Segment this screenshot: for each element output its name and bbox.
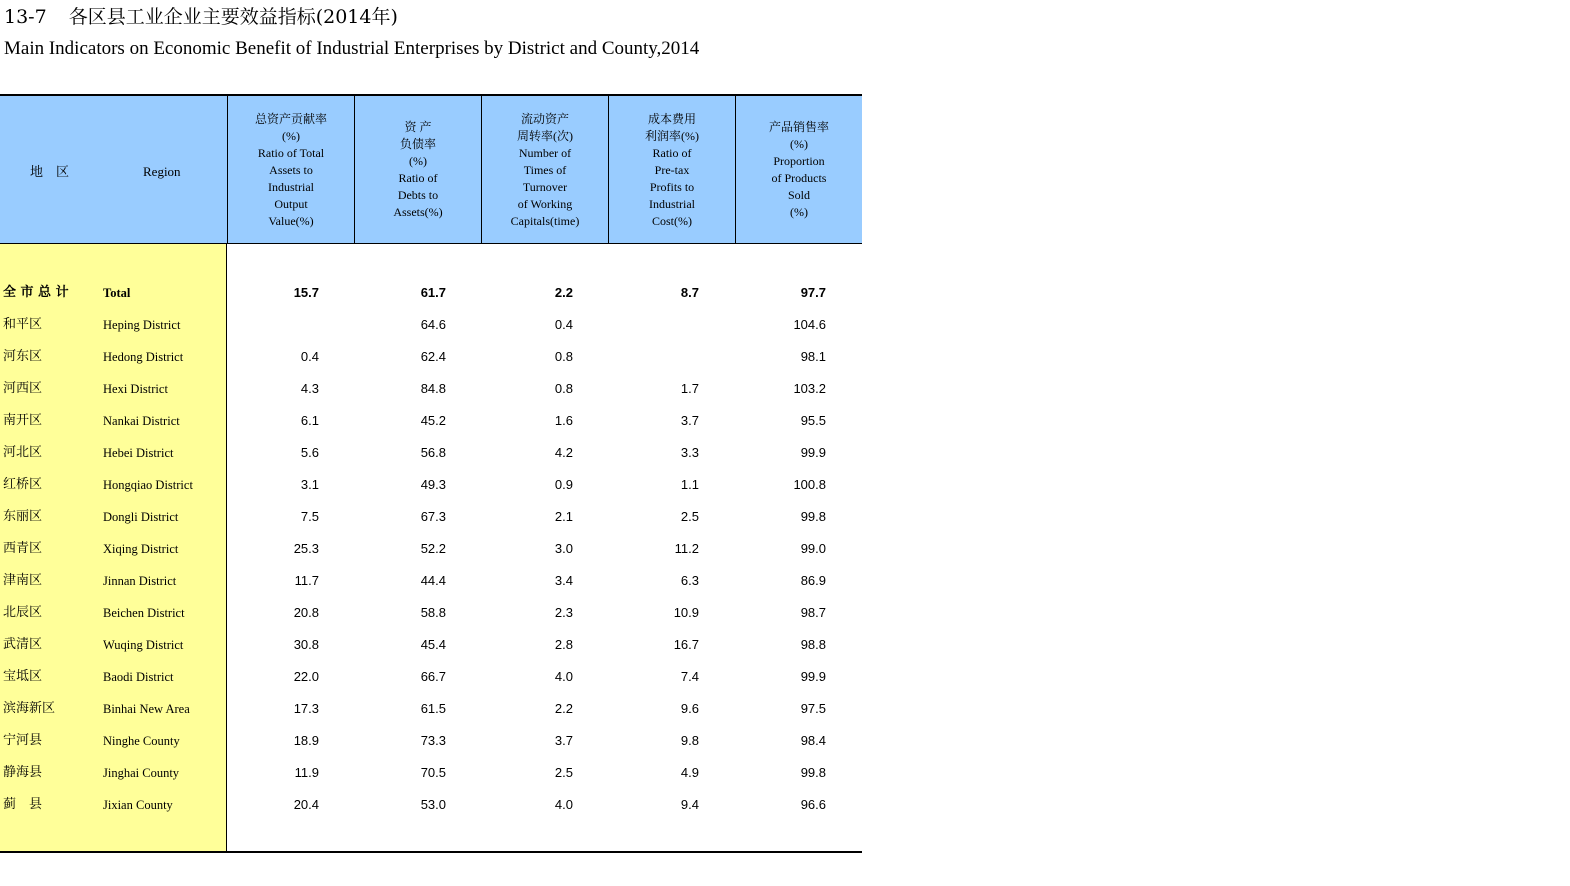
turnover-value: 1.6 (554, 413, 573, 428)
debt-ratio-value: 45.2 (420, 413, 446, 428)
table-row (0, 437, 862, 469)
region-name-cn: 红桥区 (3, 477, 43, 492)
sales-ratio-value: 99.0 (800, 541, 826, 556)
sales-ratio-value: 95.5 (800, 413, 826, 428)
region-name-en: Hedong District (103, 350, 184, 364)
turnover-value: 2.2 (554, 701, 573, 716)
region-name-en: Binhai New Area (103, 702, 190, 716)
turnover-value: 3.4 (554, 573, 573, 588)
region-name-cn: 津南区 (3, 573, 43, 588)
table-header (0, 94, 862, 244)
region-name-cn: 滨海新区 (3, 701, 56, 716)
table-row (0, 597, 862, 629)
table-row (0, 629, 862, 661)
total-assets-value: 3.1 (300, 477, 319, 492)
turnover-value: 2.1 (554, 509, 573, 524)
debt-ratio-value: 62.4 (420, 349, 446, 364)
region-name-en: Heping District (103, 318, 181, 332)
debt-ratio-value: 84.8 (420, 381, 446, 396)
region-name-en: Nankai District (103, 414, 180, 428)
region-name-cn: 蓟 县 (3, 797, 43, 812)
turnover-value: 0.8 (554, 349, 573, 364)
region-name-cn: 北辰区 (3, 605, 43, 620)
profit-ratio-value: 9.4 (680, 797, 699, 812)
sales-ratio-value: 98.4 (800, 733, 826, 748)
sales-ratio-value: 100.8 (793, 477, 826, 492)
table-row (0, 725, 862, 757)
turnover-value: 0.8 (554, 381, 573, 396)
turnover-value: 4.0 (554, 797, 573, 812)
profit-ratio-value: 4.9 (680, 765, 699, 780)
region-name-cn: 河北区 (3, 445, 43, 460)
region-name-cn: 东丽区 (3, 509, 43, 524)
table-row (0, 373, 862, 405)
table-row (0, 789, 862, 821)
debt-ratio-value: 61.5 (420, 701, 446, 716)
table-bottom-border (0, 851, 862, 853)
region-name-en: Xiqing District (103, 542, 179, 556)
debt-ratio-value: 73.3 (420, 733, 446, 748)
total-assets-value: 20.4 (293, 797, 319, 812)
table-row (0, 565, 862, 597)
total-assets-value: 20.8 (293, 605, 319, 620)
turnover-value: 2.3 (554, 605, 573, 620)
debt-ratio-value: 53.0 (420, 797, 446, 812)
table-row (0, 405, 862, 437)
table-row (0, 469, 862, 501)
region-name-en: Jixian County (103, 798, 173, 812)
total-assets-value: 11.7 (294, 573, 319, 588)
turnover-value: 0.9 (554, 477, 573, 492)
profit-ratio-value: 2.5 (680, 509, 699, 524)
sales-ratio-value: 97.7 (800, 285, 826, 300)
sales-ratio-value: 96.6 (800, 797, 826, 812)
table-row (0, 757, 862, 789)
debt-ratio-value: 67.3 (420, 509, 446, 524)
table-row (0, 693, 862, 725)
total-assets-value: 18.9 (293, 733, 319, 748)
sales-ratio-value: 99.9 (800, 445, 826, 460)
debt-ratio-value: 56.8 (420, 445, 446, 460)
region-name-en: Jinnan District (103, 574, 177, 588)
total-assets-value: 4.3 (300, 381, 319, 396)
sales-ratio-value: 99.8 (800, 509, 826, 524)
header-region-en: Region (143, 164, 181, 179)
total-assets-value: 15.7 (293, 285, 319, 300)
debt-ratio-value: 58.8 (420, 605, 446, 620)
region-name-cn: 南开区 (3, 413, 43, 428)
total-assets-value: 11.9 (294, 765, 319, 780)
region-name-en: Baodi District (103, 670, 174, 684)
profit-ratio-value: 9.8 (680, 733, 699, 748)
total-assets-value: 30.8 (293, 637, 319, 652)
indicator-table (0, 94, 862, 854)
debt-ratio-value: 52.2 (420, 541, 446, 556)
profit-ratio-value: 1.7 (680, 381, 699, 396)
region-name-cn: 河西区 (3, 381, 43, 396)
region-name-cn: 西青区 (3, 541, 43, 556)
region-name-en: Jinghai County (103, 766, 180, 780)
region-name-cn: 宝坻区 (3, 669, 43, 684)
header-region-cn: 地 区 (30, 164, 70, 179)
sales-ratio-value: 98.7 (800, 605, 826, 620)
turnover-value: 3.7 (554, 733, 573, 748)
profit-ratio-value: 11.2 (674, 541, 699, 556)
total-assets-value: 25.3 (293, 541, 319, 556)
region-name-en: Hexi District (103, 382, 168, 396)
table-body (0, 244, 862, 852)
turnover-value: 4.0 (554, 669, 573, 684)
region-name-en: Dongli District (103, 510, 179, 524)
profit-ratio-value: 7.4 (680, 669, 699, 684)
title-cn-text: 各区县工业企业主要效益指标(2014年) (68, 6, 398, 28)
turnover-value: 4.2 (554, 445, 573, 460)
total-assets-value: 22.0 (293, 669, 319, 684)
sales-ratio-value: 97.5 (800, 701, 826, 716)
turnover-value: 2.5 (554, 765, 573, 780)
region-name-cn: 武清区 (3, 637, 43, 652)
sales-ratio-value: 98.1 (800, 349, 826, 364)
table-row (0, 501, 862, 533)
total-assets-value: 5.6 (300, 445, 319, 460)
table-row-total (0, 277, 862, 309)
region-name-en: Beichen District (103, 606, 185, 620)
debt-ratio-value: 61.7 (420, 285, 446, 300)
profit-ratio-value: 1.1 (680, 477, 699, 492)
sales-ratio-value: 99.8 (800, 765, 826, 780)
sales-ratio-value: 98.8 (800, 637, 826, 652)
total-assets-value: 7.5 (300, 509, 319, 524)
header-col-debt-ratio: 资 产 负债率 (%) Ratio of Debts to Assets(%) (354, 96, 481, 244)
region-name-en: Ninghe County (103, 734, 180, 748)
region-name-en: Hongqiao District (103, 478, 193, 492)
region-name-cn: 河东区 (3, 349, 43, 364)
sales-ratio-value: 99.9 (800, 669, 826, 684)
total-assets-value: 0.4 (300, 349, 319, 364)
region-name-en: Wuqing District (103, 638, 184, 652)
turnover-value: 3.0 (554, 541, 573, 556)
page-title-en: Main Indicators on Economic Benefit of Industrial Enterprises by District and County,2014 (4, 38, 700, 59)
profit-ratio-value: 6.3 (680, 573, 699, 588)
debt-ratio-value: 45.4 (420, 637, 446, 652)
table-number: 13-7 (4, 6, 47, 28)
profit-ratio-value: 3.7 (680, 413, 699, 428)
profit-ratio-value: 10.9 (673, 605, 699, 620)
table-row (0, 341, 862, 373)
profit-ratio-value: 9.6 (680, 701, 699, 716)
debt-ratio-value: 49.3 (420, 477, 446, 492)
header-region (0, 96, 227, 244)
profit-ratio-value: 3.3 (680, 445, 699, 460)
region-name-en: Total (103, 286, 131, 300)
table-row (0, 309, 862, 341)
debt-ratio-value: 64.6 (420, 317, 446, 332)
table-row (0, 661, 862, 693)
header-col-total-assets: 总资产贡献率 (%) Ratio of Total Assets to Industrial Output Value(%) (227, 96, 354, 244)
debt-ratio-value: 44.4 (420, 573, 446, 588)
total-assets-value: 17.3 (293, 701, 319, 716)
region-name-cn: 静海县 (3, 765, 43, 780)
header-col-sales-ratio: 产品销售率 (%) Proportion of Products Sold (%) (735, 96, 862, 244)
region-name-cn: 全 市 总 计 (3, 285, 69, 300)
debt-ratio-value: 66.7 (420, 669, 446, 684)
sales-ratio-value: 86.9 (800, 573, 826, 588)
profit-ratio-value: 8.7 (680, 285, 699, 300)
sales-ratio-value: 103.2 (793, 381, 826, 396)
total-assets-value: 6.1 (300, 413, 319, 428)
table-row (0, 533, 862, 565)
header-col-turnover: 流动资产 周转率(次) Number of Times of Turnover of Working Capitals(time) (481, 96, 608, 244)
region-name-en: Hebei District (103, 446, 174, 460)
turnover-value: 0.4 (554, 317, 573, 332)
region-name-cn: 和平区 (3, 317, 43, 332)
turnover-value: 2.8 (554, 637, 573, 652)
page-title-cn (4, 6, 398, 28)
region-name-cn: 宁河县 (3, 733, 43, 748)
turnover-value: 2.2 (554, 285, 573, 300)
profit-ratio-value: 16.7 (673, 637, 699, 652)
header-col-profit-ratio: 成本费用 利润率(%) Ratio of Pre-tax Profits to Industrial Cost(%) (608, 96, 735, 244)
debt-ratio-value: 70.5 (420, 765, 446, 780)
sales-ratio-value: 104.6 (793, 317, 826, 332)
